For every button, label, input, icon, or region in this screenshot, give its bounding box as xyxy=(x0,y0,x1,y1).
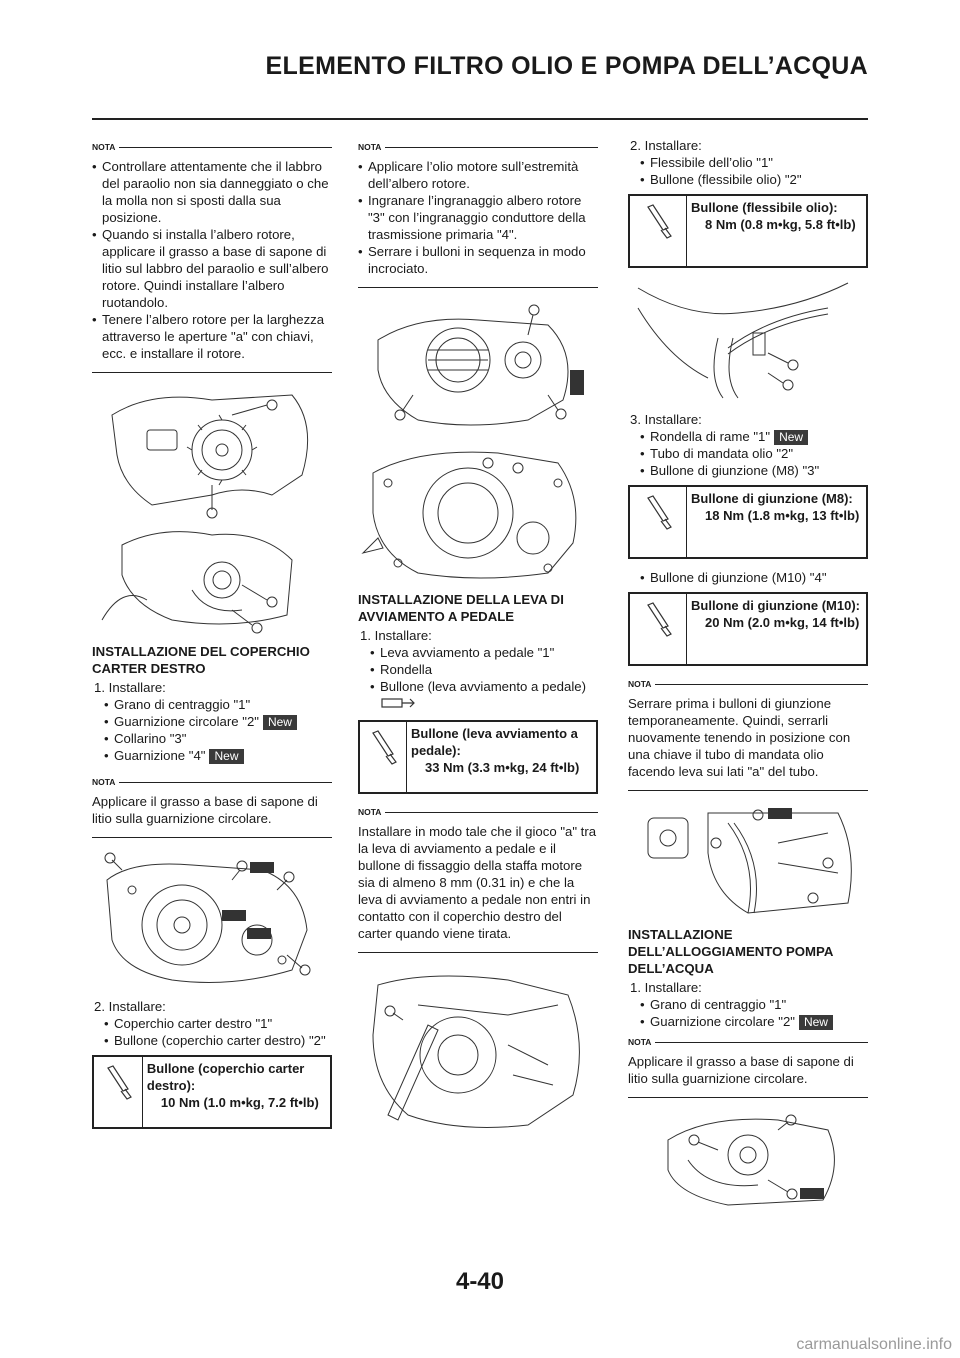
header-rule xyxy=(92,118,868,120)
torque-box xyxy=(358,720,598,794)
nota-box xyxy=(92,139,332,373)
nota-label: NOTA xyxy=(628,679,652,690)
nota-item: • Controllare attentamente che il labbro del paraolio non sia danneggiato o che la molla non si sposti dalla sua posizione. xyxy=(92,158,332,226)
illustration-water-pump-housing xyxy=(628,1110,868,1210)
nota-box xyxy=(358,139,598,288)
step-item: • Bullone di giunzione (M10) "4" xyxy=(640,569,868,586)
torque-wrench-icon xyxy=(630,594,687,664)
nota-label: NOTA xyxy=(358,142,382,152)
torque-name: Bullone (coperchio carter destro): xyxy=(146,1061,305,1094)
torque-box xyxy=(628,592,868,666)
step-item: • Bullone (coperchio carter destro) "2" xyxy=(104,1032,332,1049)
torque-wrench-icon xyxy=(360,722,407,792)
step-item: • Grano di centraggio "1" xyxy=(104,696,332,713)
torque-wrench-icon xyxy=(94,1057,143,1127)
nota-item: • Quando si installa l’albero rotore, applicare il grasso a base di sapone di litio sul labbro del paraolio e sull’albero rotore. Quindi installare l’albero ruotandolo. xyxy=(92,226,332,311)
step-item: • Bullone (leva avviamento a pedale) xyxy=(370,678,598,714)
nota-item: • Ingranare l’ingranaggio albero rotore "3" con l’ingranaggio conduttore della trasmissione primaria "4". xyxy=(358,192,598,243)
section-title: INSTALLAZIONE DELLA LEVA DI AVVIAMENTO A PEDALE xyxy=(358,592,564,624)
page-title: ELEMENTO FILTRO OLIO E POMPA DELL’ACQUA xyxy=(265,52,868,80)
illustration-kickstarter xyxy=(358,965,598,1135)
column-1 xyxy=(92,135,332,1139)
threadlock-icon xyxy=(380,696,416,714)
nota-label: NOTA xyxy=(628,1037,652,1048)
nota-label: NOTA xyxy=(92,142,116,152)
step-item: • Rondella xyxy=(370,661,598,678)
new-badge: New xyxy=(774,430,808,445)
step-item: • Bullone di giunzione (M8) "3" xyxy=(640,462,868,479)
new-badge: New xyxy=(799,1015,833,1030)
column-2 xyxy=(358,135,598,1143)
nota-box xyxy=(92,774,332,838)
torque-wrench-icon xyxy=(630,196,687,266)
page-number: 4-40 xyxy=(455,1268,505,1295)
illustration-oil-delivery-pipe xyxy=(628,803,868,918)
nota-text: Installare in modo tale che il gioco "a" tra la leva di avviamento a pedale e il bullone di fissaggio della staffa motore sia di almeno 8 mm (0.31 in) e che la leva di avviamento a pedale non entri in contatto con il coperchio destro del carter quando viene tirata. xyxy=(358,823,597,941)
step-item: • Guarnizione circolare "2" New xyxy=(640,1013,868,1030)
torque-value: 10 Nm (1.0 m•kg, 7.2 ft•lb) xyxy=(160,1095,319,1111)
torque-value: 20 Nm (2.0 m•kg, 14 ft•lb) xyxy=(705,615,860,631)
step-label: 2. Installare: xyxy=(630,138,702,153)
step-item: • Flessibile dell’olio "1" xyxy=(640,154,868,171)
column-3 xyxy=(628,135,868,1218)
torque-value: 8 Nm (0.8 m•kg, 5.8 ft•lb) xyxy=(705,217,856,232)
step-label: 2. Installare: xyxy=(94,999,166,1015)
new-badge: New xyxy=(209,749,243,764)
nota-text: Applicare il grasso a base di sapone di litio sulla guarnizione circolare. xyxy=(628,1054,854,1087)
torque-wrench-icon xyxy=(630,487,687,557)
nota-item: • Serrare i bulloni in sequenza in modo incrociato. xyxy=(358,243,598,277)
torque-name: Bullone di giunzione (M10): xyxy=(691,598,860,614)
footer-watermark: carmanualsonline.info xyxy=(796,1336,952,1353)
torque-name: Bullone di giunzione (M8): xyxy=(691,491,853,507)
nota-text: Serrare prima i bulloni di giunzione temporaneamente. Quindi, serrarli nuovamente tenendo in posizione con una chiave il tubo di mandata olio facendo leva sui lati "a" del tubo. xyxy=(628,696,851,780)
nota-label: NOTA xyxy=(358,806,382,817)
section-title: INSTALLAZIONE DEL COPERCHIO CARTER DESTRO xyxy=(92,644,310,676)
step-label: 3. Installare: xyxy=(630,412,702,427)
nota-box xyxy=(628,676,868,791)
step-item: • Guarnizione "4" New xyxy=(104,747,332,764)
step-item: • Tubo di mandata olio "2" xyxy=(640,445,868,462)
nota-box xyxy=(628,1034,868,1098)
nota-item: • Tenere l’albero rotore per la larghezza attraverso le aperture "a" con chiavi, ecc. e installare il rotore. xyxy=(92,311,332,362)
illustration-rotor-gear xyxy=(92,385,332,635)
step-label: 1. Installare: xyxy=(630,980,702,996)
nota-text: Applicare il grasso a base di sapone di litio sulla guarnizione circolare. xyxy=(92,794,318,827)
torque-value: 18 Nm (1.8 m•kg, 13 ft•lb) xyxy=(705,508,860,524)
step-item: • Bullone (flessibile olio) "2" xyxy=(640,171,868,188)
nota-label: NOTA xyxy=(92,777,116,788)
illustration-oil-hose xyxy=(628,278,868,403)
torque-value: 33 Nm (3.3 m•kg, 24 ft•lb) xyxy=(425,759,580,775)
torque-box xyxy=(628,485,868,559)
illustration-rotor-installed xyxy=(358,300,598,435)
step-item: • Collarino "3" xyxy=(104,730,332,747)
step-item: • Guarnizione circolare "2" New xyxy=(104,713,332,730)
torque-box xyxy=(92,1055,332,1129)
torque-name: Bullone (leva avviamento a pedale): xyxy=(411,725,578,758)
step-label: 1. Installare: xyxy=(94,680,166,695)
step-item: • Grano di centraggio "1" xyxy=(640,996,868,1013)
nota-item: • Applicare l’olio motore sull’estremità dell’albero rotore. xyxy=(358,158,598,192)
torque-name: Bullone (flessibile olio): xyxy=(691,200,838,215)
new-badge: New xyxy=(263,715,297,730)
section-title: INSTALLAZIONE DELL’ALLOGGIAMENTO POMPA DELL’ACQUA xyxy=(628,927,833,977)
step-label: 1. Installare: xyxy=(360,628,432,643)
torque-box xyxy=(628,194,868,268)
illustration-bolt-sequence xyxy=(358,443,598,583)
step-item: • Leva avviamento a pedale "1" xyxy=(370,644,598,661)
nota-box xyxy=(358,804,598,953)
step-item: • Rondella di rame "1" New xyxy=(640,428,868,445)
step-item: • Coperchio carter destro "1" xyxy=(104,1015,332,1032)
illustration-right-crankcase-cover xyxy=(92,850,332,990)
